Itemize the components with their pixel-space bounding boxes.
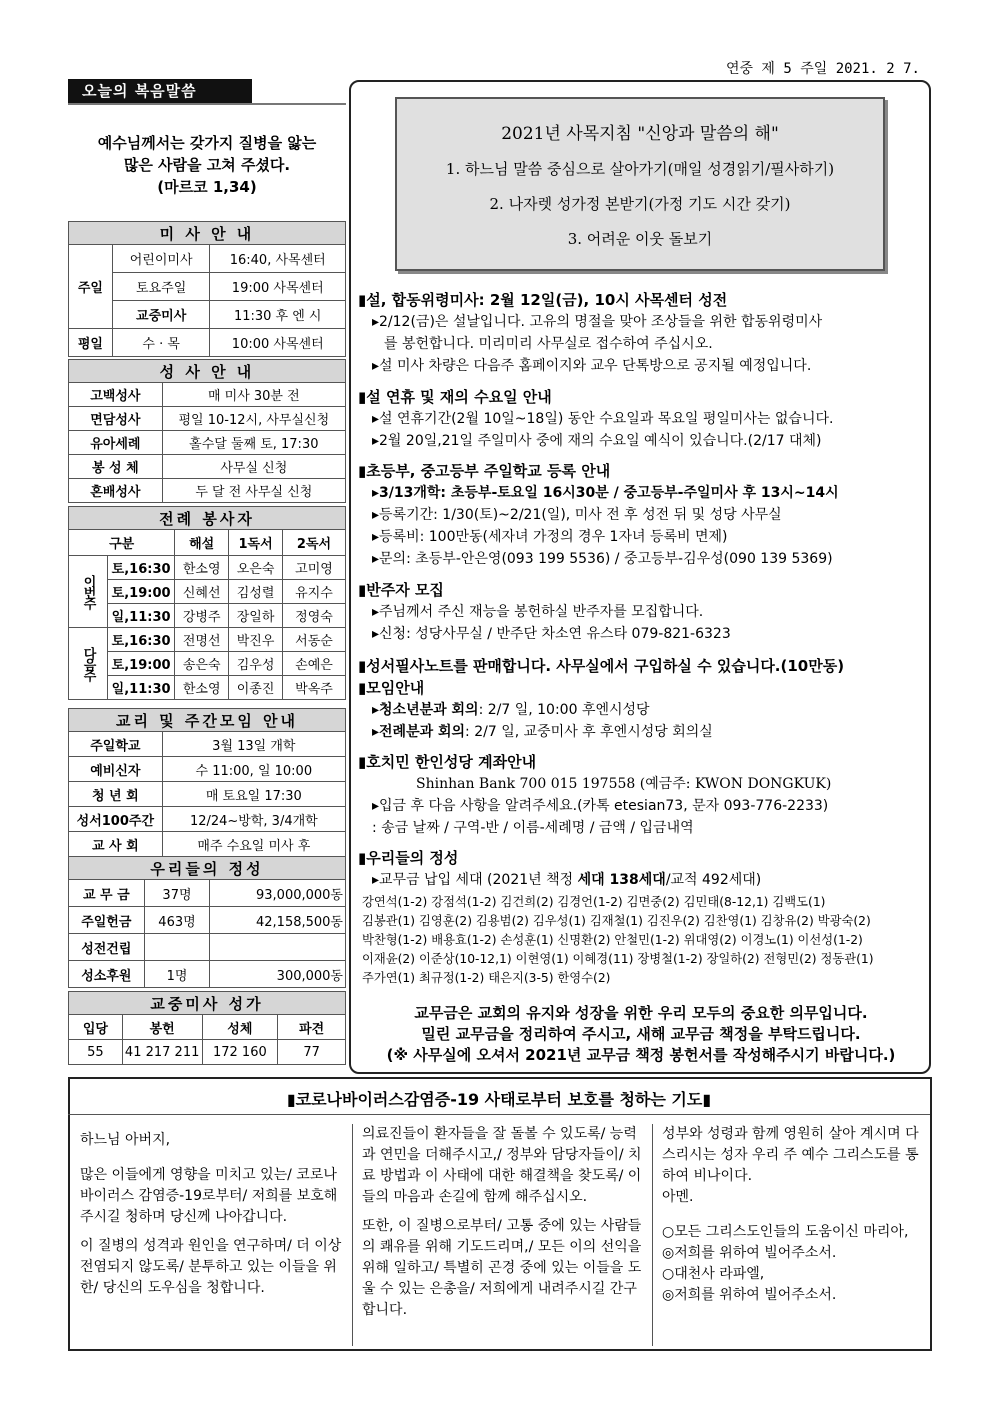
server-name: 유지수 [283, 580, 346, 604]
meeting-name: 주일학교 [69, 732, 163, 757]
prayer-paragraph: 또한, 이 질병으로부터/ 고통 중에 있는 사람들의 쾌유를 위해 기도드리며,/ 모든 이의 선익을 위해 일하고/ 특별히 곤경 중에 있는 이들을 도울 수 있는 은총을/ 저희에게 내려주시길 간구합니다. [362, 1218, 642, 1318]
motto-item: 2. 나자렛 성가정 본받기(가정 기도 시간 갖기) [489, 195, 791, 213]
announcement-holiday [358, 386, 924, 452]
duty-line: 교무금은 교회의 유지와 성장을 위한 우리 모두의 중요한 의무입니다. [414, 1004, 868, 1022]
announcement-bible-notes [358, 655, 924, 677]
announcement-line: ▸신청: 성당사무실 / 반주단 차소연 유스타 079-821-6323 [372, 626, 731, 642]
sacrament-name: 봉 성 체 [69, 455, 163, 479]
offering-count: 463명 [144, 907, 210, 934]
meetings-table [68, 708, 346, 857]
announcement-heading: ▮호치민 한인성당 계좌안내 [358, 753, 537, 771]
announcement-line: : 송금 날짜 / 구역-반 / 이름-세례명 / 금액 / 입금내역 [372, 820, 694, 836]
meeting-detail: : 2/7 일, 10:00 후엔시성당 [478, 702, 650, 718]
mass-time: 10:00 사목센터 [210, 329, 346, 357]
sacrament-info: 평일 10-12시, 사무실신청 [162, 407, 345, 431]
announcement-heading: ▮반주자 모집 [358, 581, 444, 599]
mass-name: 어린이미사 [112, 245, 210, 273]
announcement-line: ▸문의: 초등부-안은영(093 199 5536) / 중고등부-김우성(090 139 5369) [372, 551, 833, 567]
offerings-table [68, 856, 346, 988]
server-name: 손예은 [283, 652, 346, 676]
announcement-heading: ▮성서필사노트를 판매합니다. 사무실에서 구입하실 수 있습니다.(10만동) [358, 657, 845, 675]
meeting-info: 12/24~방학, 3/4개학 [162, 807, 345, 832]
announcement-line: ▸입금 후 다음 사항을 알려주세요.(카톡 etesian73, 문자 093-776-2233) [372, 798, 829, 814]
announcement-line: 를 봉헌합니다. 미리미리 사무실로 접수하여 주십시오. [384, 336, 713, 352]
sacrament-info: 두 달 전 사무실 신청 [162, 479, 345, 503]
hymn-number: 172 160 [202, 1040, 278, 1065]
offerings-title: 우리들의 정성 [69, 857, 346, 880]
announcement-bank-account [358, 751, 924, 839]
hymn-header: 입당 [69, 1015, 123, 1040]
mass-name: 교중미사 [112, 301, 210, 329]
donor-line: 박찬형(1-2) 배용효(1-2) 손성훈(1) 신명환(2) 안철민(1-2) 위대영(2) 이경노(1) 이선성(1-2) [362, 933, 863, 947]
meeting-name: 청 년 회 [69, 782, 163, 807]
prayer-litany: ○대천사 라파엘, [662, 1266, 765, 1282]
offering-count: 1명 [144, 961, 210, 988]
server-name: 서동순 [283, 628, 346, 652]
prayer-column-divider [352, 1124, 353, 1346]
meeting-info: 매 토요일 17:30 [162, 782, 345, 807]
server-name: 송은숙 [175, 652, 229, 676]
announcement-line: ▸설 연휴기간(2월 10일~18일) 동안 수요일과 목요일 평일미사는 없습니다. [372, 411, 834, 427]
mass-time: 11:30 후 엔 시 [210, 301, 346, 329]
sacrament-name: 유아세례 [69, 431, 163, 455]
announcement-heading: ▮설, 합동위령미사: 2월 12일(금), 10시 사목센터 성전 [358, 291, 728, 309]
offering-name: 주일헌금 [69, 907, 145, 934]
meeting-info: 3월 13일 개학 [162, 732, 345, 757]
server-slot: 토,16:30 [108, 556, 175, 580]
mass-title: 미 사 안 내 [69, 222, 346, 245]
donor-line: 주가연(1) 최규정(1-2) 태은지(3-5) 한영수(2) [362, 971, 611, 985]
server-slot: 토,16:30 [108, 628, 175, 652]
announcement-accompanist [358, 579, 924, 645]
server-name: 박옥주 [283, 676, 346, 700]
pastoral-motto-box [395, 97, 885, 271]
hymn-header: 파견 [278, 1015, 346, 1040]
prayer-amen: 아멘. [662, 1189, 694, 1205]
gospel-verse [68, 132, 346, 198]
server-name: 장일하 [229, 604, 283, 628]
prayer-litany: ◎저희를 위하여 빌어주소서. [662, 1287, 837, 1303]
mass-name: 수 · 목 [112, 329, 210, 357]
duty-line: 밀린 교무금을 정리하여 주시고, 새해 교무금 책정을 부탁드립니다. [421, 1025, 861, 1043]
donor-count: 세대 138세대 [577, 872, 666, 888]
announcement-line: ▸등록기간: 1/30(토)~2/21(일), 미사 전 후 성전 뒤 및 성당 사무실 [372, 507, 782, 523]
prayer-divider [68, 1114, 930, 1115]
announcement-line: ▸2/12(금)은 설날입니다. 고유의 명절을 맞아 조상들을 위한 합동위령미사 [372, 314, 823, 330]
prayer-paragraph: 많은 이들에게 영향을 미치고 있는/ 코로나 바이러스 감염증-19로부터/ 저희를 보호해주시길 청하며 당신께 나아갑니다. [80, 1167, 338, 1225]
prayer-paragraph: 하느님 아버지, [80, 1132, 171, 1148]
offering-count [144, 934, 210, 961]
donor-line: 이재윤(2) 이준상(10-12,1) 이현영(1) 이혜경(11) 장병철(1-2) 장일하(2) 전형민(2) 정동관(1) [362, 952, 874, 966]
hymns-title: 교중미사 성가 [69, 992, 346, 1015]
server-name: 고미영 [283, 556, 346, 580]
announcement-sunday-school [358, 460, 924, 570]
meeting-name: 예비신자 [69, 757, 163, 782]
sunday-label: 주일 [69, 245, 113, 329]
server-name: 박진우 [229, 628, 283, 652]
meeting-name: 교 사 회 [69, 832, 163, 857]
servers-title: 전례 봉사자 [69, 507, 346, 530]
offering-amount: 93,000,000동 [210, 880, 346, 907]
announcement-line: ▸등록비: 100만동(세자녀 가정의 경우 1자녀 등록비 면제) [372, 529, 728, 545]
gospel-line-3: (마르코 1,34) [157, 178, 257, 196]
hymn-header: 봉헌 [122, 1015, 202, 1040]
sacrament-name: 면담성사 [69, 407, 163, 431]
prayer-column-3 [662, 1124, 924, 1306]
donor-line: 김봉관(1) 김영훈(2) 김용범(2) 김우성(1) 김재철(1) 김진우(2) 김찬영(1) 김창유(2) 박광숙(2) [362, 914, 871, 928]
meeting-detail: : 2/7 일, 교중미사 후 후엔시성당 회의실 [465, 724, 713, 740]
mass-name: 토요주일 [112, 273, 210, 301]
prayer-column-1 [80, 1124, 346, 1307]
prayer-litany: ◎저희를 위하여 빌어주소서. [662, 1245, 837, 1261]
offering-amount [210, 934, 346, 961]
server-name: 한소영 [175, 556, 229, 580]
announcement-heading: ▮초등부, 중고등부 주일학교 등록 안내 [358, 462, 611, 480]
bank-account: Shinhan Bank 700 015 197558 (예금주: KWON DONGKUK) [416, 776, 832, 792]
server-name: 김우성 [229, 652, 283, 676]
sacrament-name: 혼배성사 [69, 479, 163, 503]
gospel-line-1: 예수님께서는 갖가지 질병을 앓는 [97, 134, 317, 152]
server-slot: 토,19:00 [108, 652, 175, 676]
servers-header: 1독서 [229, 530, 283, 556]
mass-table [68, 221, 346, 357]
prayer-title: ▮코로나바이러스감염증-19 사태로부터 보호를 청하는 기도▮ [286, 1090, 712, 1109]
offering-name: 성전건립 [69, 934, 145, 961]
announcement-line: ▸3/13개학: 초등부-토요일 16시30분 / 중고등부-주일미사 후 13시~14시 [372, 485, 839, 501]
server-name: 김성렬 [229, 580, 283, 604]
offering-amount: 300,000동 [210, 961, 346, 988]
announcement-meetings [358, 677, 924, 743]
sacrament-info: 매 미사 30분 전 [162, 383, 345, 407]
announcement-line: ▸2월 20일,21일 주일미사 중에 재의 수요일 예식이 있습니다.(2/17 대체) [372, 433, 822, 449]
sacrament-name: 고백성사 [69, 383, 163, 407]
duty-line: (※ 사무실에 오셔서 2021년 교무금 책정 봉헌서를 작성해주시기 바랍니다.) [386, 1046, 896, 1064]
announcement-heading: ▮모임안내 [358, 679, 425, 697]
server-slot: 토,19:00 [108, 580, 175, 604]
server-name: 전명선 [175, 628, 229, 652]
next-week-label: 다음주 [69, 628, 108, 700]
prayer-paragraph: 이 질병의 성격과 원인을 연구하며/ 더 이상 전염되지 않도록/ 분투하고 있는 이들을 위한/ 당신의 도우심을 청합니다. [80, 1238, 342, 1296]
announcement-heading: ▮설 연휴 및 재의 수요일 안내 [358, 388, 552, 406]
offering-name: 교 무 금 [69, 880, 145, 907]
meeting-info: 수 11:00, 일 10:00 [162, 757, 345, 782]
donor-intro: ▸교무금 납입 세대 (2021년 책정 [372, 872, 578, 888]
sacrament-info: 홀수달 둘째 토, 17:30 [162, 431, 345, 455]
sacrament-title: 성 사 안 내 [69, 360, 346, 383]
meeting-label: ▸청소년분과 회의 [372, 702, 479, 718]
offering-count: 37명 [144, 880, 210, 907]
motto-item: 3. 어려운 이웃 돌보기 [567, 230, 713, 248]
weekday-label: 평일 [69, 329, 113, 357]
server-name: 오은숙 [229, 556, 283, 580]
prayer-column-divider [652, 1124, 653, 1346]
server-slot: 일,11:30 [108, 676, 175, 700]
servers-header: 2독서 [283, 530, 346, 556]
hymn-number: 77 [278, 1040, 346, 1065]
hymns-table [68, 991, 346, 1065]
server-name: 정영숙 [283, 604, 346, 628]
sacrament-info: 사무실 신청 [162, 455, 345, 479]
servers-header: 해설 [175, 530, 229, 556]
hymn-header: 성체 [202, 1015, 278, 1040]
server-name: 한소영 [175, 676, 229, 700]
announcement-lunar-new-year [358, 289, 924, 377]
meeting-label: ▸전례분과 회의 [372, 724, 466, 740]
mass-time: 16:40, 사목센터 [210, 245, 346, 273]
meeting-name: 성서100주간 [69, 807, 163, 832]
tithe-duty-notice [358, 1003, 924, 1066]
mass-time: 19:00 사목센터 [210, 273, 346, 301]
donor-total: /교적 492세대) [665, 872, 762, 888]
bulletin-date: 연중 제 5 주일 2021. 2 7. [725, 61, 920, 77]
prayer-paragraph: 의료진들이 환자들을 잘 돌볼 수 있도록/ 능력과 연민을 더해주시고,/ 정부와 담당자들이/ 치료 방법과 이 사태에 대한 해결책을 찾도록/ 이들의 마음과 손길에 함께 해주십시오. [362, 1126, 642, 1205]
servers-table [68, 506, 346, 700]
server-name: 이종진 [229, 676, 283, 700]
motto-title: 2021년 사목지침 "신앙과 말씀의 해" [501, 124, 779, 144]
hymn-number: 55 [69, 1040, 123, 1065]
server-name: 강병주 [175, 604, 229, 628]
donor-line: 강연석(1-2) 강점석(1-2) 김건희(2) 김경언(1-2) 김면중(2) 김민태(8-12,1) 김백도(1) [362, 895, 826, 909]
donor-list [362, 893, 924, 988]
prayer-litany: ○모든 그리스도인들의 도움이신 마리아, [662, 1224, 909, 1240]
sacrament-table [68, 359, 346, 503]
offering-amount: 42,158,500동 [210, 907, 346, 934]
meetings-title: 교리 및 주간모임 안내 [69, 709, 346, 732]
prayer-paragraph: 성부와 성령과 함께 영원히 살아 계시며 다스리시는 성자 우리 주 예수 그리스도를 통하여 비나이다. [662, 1126, 919, 1184]
offering-name: 성소후원 [69, 961, 145, 988]
gospel-line-2: 많은 사람을 고쳐 주셨다. [123, 156, 291, 174]
server-name: 신혜선 [175, 580, 229, 604]
this-week-label: 이번주 [69, 556, 108, 628]
meeting-info: 매주 수요일 미사 후 [162, 832, 345, 857]
hymn-number: 41 217 211 [122, 1040, 202, 1065]
gospel-banner: 오늘의 복음말씀 [68, 79, 252, 103]
servers-header: 구분 [69, 530, 175, 556]
announcement-heading: ▮우리들의 정성 [358, 849, 459, 867]
announcement-line: ▸설 미사 차량은 다음주 홈페이지와 교우 단톡방으로 공지될 예정입니다. [372, 358, 812, 374]
announcement-offerings [358, 847, 924, 891]
motto-item: 1. 하느님 말씀 중심으로 살아가기(매일 성경읽기/필사하기) [445, 160, 835, 178]
gospel-divider [68, 103, 346, 105]
prayer-column-2 [362, 1124, 646, 1329]
announcement-line: ▸주님께서 주신 재능을 봉헌하실 반주자를 모집합니다. [372, 604, 704, 620]
server-slot: 일,11:30 [108, 604, 175, 628]
